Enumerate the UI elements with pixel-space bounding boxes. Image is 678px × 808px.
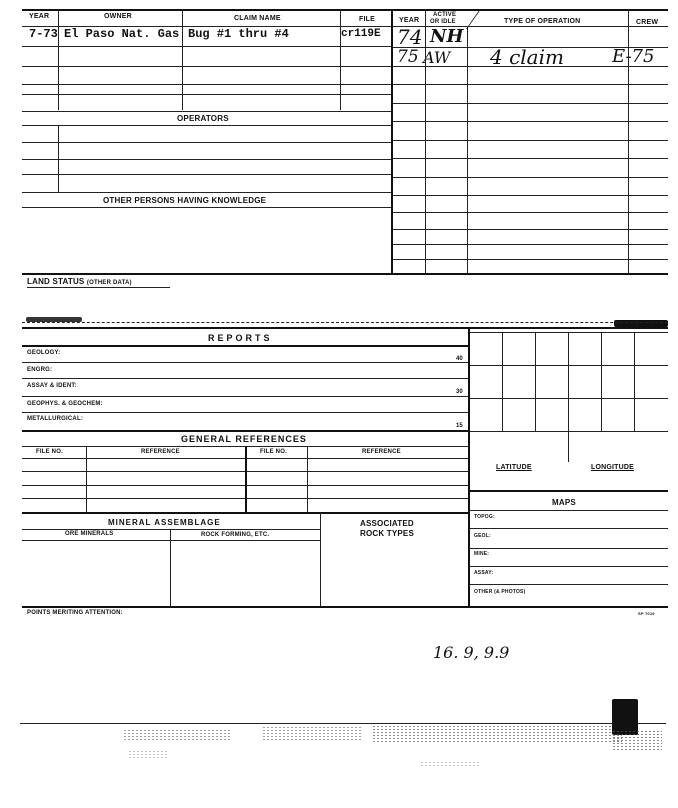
rock-forming-header: ROCK FORMING, ETC. [201,532,270,538]
activity-crew-2: E-75 [612,46,655,67]
header-type-of-operation: TYPE OF OPERATION [504,18,581,25]
maps-title: MAPS [552,498,576,507]
claim-owner: El Paso Nat. Gas [64,27,180,41]
points-meriting-attention: POINTS MERITING ATTENTION: [27,610,123,616]
land-status-title [27,277,132,286]
header-owner: OWNER [104,13,132,20]
associated-label: ASSOCIATED [360,519,414,528]
latitude-label: LATITUDE [496,464,532,471]
ore-minerals-header: ORE MINERALS [65,531,114,537]
activity-status-2: AW [423,48,451,67]
maps-other: OTHER (& PHOTOS) [474,589,526,595]
header-top-rule [22,9,668,11]
ref-header-reference-2: REFERENCE [362,449,401,455]
header-year-2: YEAR [399,17,420,24]
maps-geol: GEOL: [474,533,491,539]
operators-title: OPERATORS [177,114,229,123]
report-geology: GEOLOGY: [27,350,61,356]
reports-title: REPORTS [208,333,273,343]
maps-mine: MINE: [474,551,490,557]
maps-assay: ASSAY: [474,570,494,576]
claim-name: Bug #1 thru #4 [188,27,289,41]
report-number-15: 15 [456,423,463,429]
header-claim-name: CLAIM NAME [234,15,281,22]
report-geophys: GEOPHYS. & GEOCHEM: [27,401,103,407]
mineral-assemblage-title: MINERAL ASSEMBLAGE [108,518,221,527]
rock-types-label: ROCK TYPES [360,529,415,538]
land-status-sub: (OTHER DATA) [86,280,132,286]
maps-topog: TOPOG: [474,514,495,520]
report-engrg: ENGRG: [27,367,53,373]
activity-status-1: NH [430,26,464,47]
ref-header-file-no-1: FILE NO. [36,449,63,455]
activity-operation-2: 4 claim [490,45,564,69]
claim-file: cr119E [341,28,381,40]
report-number-30: 30 [456,389,463,395]
activity-year-1: 74 [397,25,423,49]
report-number-40: 40 [456,356,463,362]
other-persons-title: OTHER PERSONS HAVING KNOWLEDGE [103,196,267,205]
activity-year-2: 75 [397,47,419,67]
header-crew: CREW [636,19,659,26]
general-references-title: GENERAL REFERENCES [181,434,307,444]
report-assay: ASSAY & IDENT: [27,383,77,389]
claim-year: 7-73 [29,27,58,41]
header-active: ACTIVE [433,12,457,18]
land-status-label: LAND STATUS [27,277,85,286]
header-year: YEAR [29,13,50,20]
form-number: SP 7019 [638,611,655,616]
ref-header-file-no-2: FILE NO. [260,449,287,455]
longitude-label: LONGITUDE [591,464,635,471]
ref-header-reference-1: REFERENCE [141,449,180,455]
header-or-idle: OR IDLE [430,19,456,25]
header-file: FILE [359,16,375,23]
handwritten-note: 16. 9, 9.9 [433,643,510,662]
report-metallurgical: METALLURGICAL: [27,416,84,422]
